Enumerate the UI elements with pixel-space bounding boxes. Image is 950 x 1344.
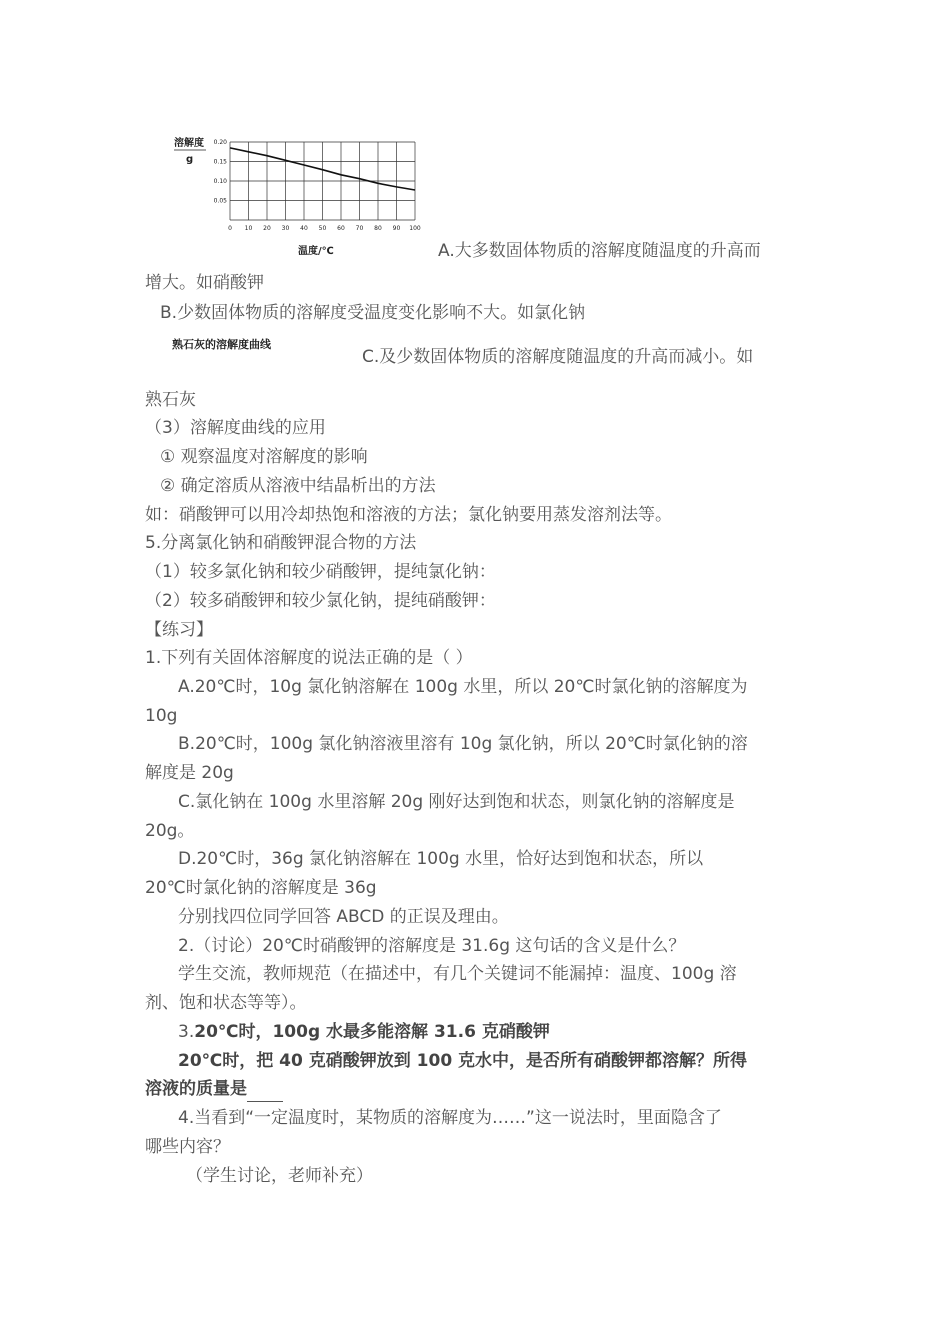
chart-y-ticks: [214, 139, 228, 205]
example-text: 如：硝酸钾可以用冷却热饱和溶液的方法；氯化钠要用蒸发溶剂法等。: [145, 505, 672, 525]
answer-blank: [247, 1081, 283, 1102]
q2-note-1: 学生交流，教师规范（在描述中，有几个关键词不能漏掉：温度、100g 溶: [178, 964, 737, 984]
x-tick-label: 60: [337, 225, 345, 232]
x-tick-label: 0: [228, 225, 232, 232]
practice-heading: 【练习】: [145, 620, 213, 640]
question-2: 2.（讨论）20℃时硝酸钾的溶解度是 31.6g 这句话的含义是什么？: [178, 936, 686, 956]
solubility-chart: [168, 132, 428, 262]
text-c2: 熟石灰: [145, 390, 196, 410]
q1-option-d-1: D.20℃时，36g 氯化钠溶解在 100g 水里，恰好达到饱和状态，所以: [178, 849, 704, 869]
chart-x-ticks: [228, 225, 421, 232]
text-a2: 增大。如硝酸钾: [145, 273, 264, 293]
x-axis-label: 温度/℃: [298, 246, 334, 257]
q3-prefix: 3.: [178, 1022, 195, 1042]
section-5-title: 5.分离氯化钠和硝酸钾混合物的方法: [145, 533, 417, 553]
x-tick-label: 80: [374, 225, 382, 232]
q1-option-c-2: 20g。: [145, 821, 195, 841]
q1-option-b-2: 解度是 20g: [145, 763, 234, 783]
q3-followup-1: 20℃时，把 40 克硝酸钾放到 100 克水中，是否所有硝酸钾都溶解？所得: [178, 1051, 748, 1071]
x-tick-label: 100: [409, 225, 421, 232]
q1-note: 分别找四位同学回答 ABCD 的正误及理由。: [178, 907, 509, 927]
y-axis-label: 溶解度: [174, 138, 204, 149]
section-5-item-1: （1）较多氯化钠和较少硝酸钾，提纯氯化钠：: [145, 562, 496, 582]
section-5-item-2: （2）较多硝酸钾和较少氯化钠，提纯硝酸钾：: [145, 591, 496, 611]
q1-option-a-1: A.20℃时，10g 氯化钠溶解在 100g 水里，所以 20℃时氯化钠的溶解度为: [178, 677, 748, 697]
q3-bold-text: 20℃时，100g 水最多能溶解 31.6 克硝酸钾: [194, 1022, 550, 1042]
question-1: 1.下列有关固体溶解度的说法正确的是（ ）: [145, 648, 473, 668]
question-4-3: （学生讨论，老师补充）: [186, 1166, 373, 1186]
x-tick-label: 70: [355, 225, 364, 232]
y-tick-label: 0.20: [213, 139, 227, 146]
text-b1: B.少数固体物质的溶解度受温度变化影响不大。如氯化钠: [160, 303, 586, 323]
q1-option-d-2: 20℃时氯化钠的溶解度是 36g: [145, 878, 377, 898]
section-3-item-1: ① 观察温度对溶解度的影响: [160, 447, 368, 467]
x-tick-label: 10: [244, 225, 253, 232]
y-axis-unit: g: [186, 154, 194, 165]
text-c1: C.及少数固体物质的溶解度随温度的升高而减小。如: [362, 347, 754, 367]
q1-option-a-2: 10g: [145, 706, 178, 726]
x-tick-label: 30: [281, 225, 290, 232]
q1-option-b-1: B.20℃时，100g 氯化钠溶液里溶有 10g 氯化钠，所以 20℃时氯化钠的溶: [178, 734, 748, 754]
x-tick-label: 40: [300, 225, 308, 232]
y-tick-label: 0.05: [213, 197, 227, 205]
section-3-title: （3）溶解度曲线的应用: [145, 418, 326, 438]
section-3-item-2: ② 确定溶质从溶液中结晶析出的方法: [160, 476, 436, 496]
y-tick-label: 0.15: [213, 158, 227, 166]
q3-followup-2-text: 溶液的质量是: [145, 1079, 247, 1099]
text-a1: A.大多数固体物质的溶解度随温度的升高而: [438, 241, 761, 261]
lime-chart-caption: 熟石灰的溶解度曲线: [172, 338, 271, 351]
q2-note-2: 剂、饱和状态等等）。: [145, 993, 307, 1013]
q3-followup-2: [145, 1076, 283, 1102]
x-tick-label: 20: [263, 225, 271, 232]
question-4-1: 4.当看到“一定温度时，某物质的溶解度为……”这一说法时，里面隐含了: [178, 1108, 722, 1128]
question-4-2: 哪些内容？: [145, 1137, 230, 1157]
y-tick-label: 0.10: [213, 178, 227, 185]
question-3: [178, 1019, 550, 1045]
q1-option-c-1: C.氯化钠在 100g 水里溶解 20g 刚好达到饱和状态，则氯化钠的溶解度是: [178, 792, 735, 812]
x-tick-label: 90: [392, 225, 401, 232]
x-tick-label: 50: [318, 225, 327, 232]
